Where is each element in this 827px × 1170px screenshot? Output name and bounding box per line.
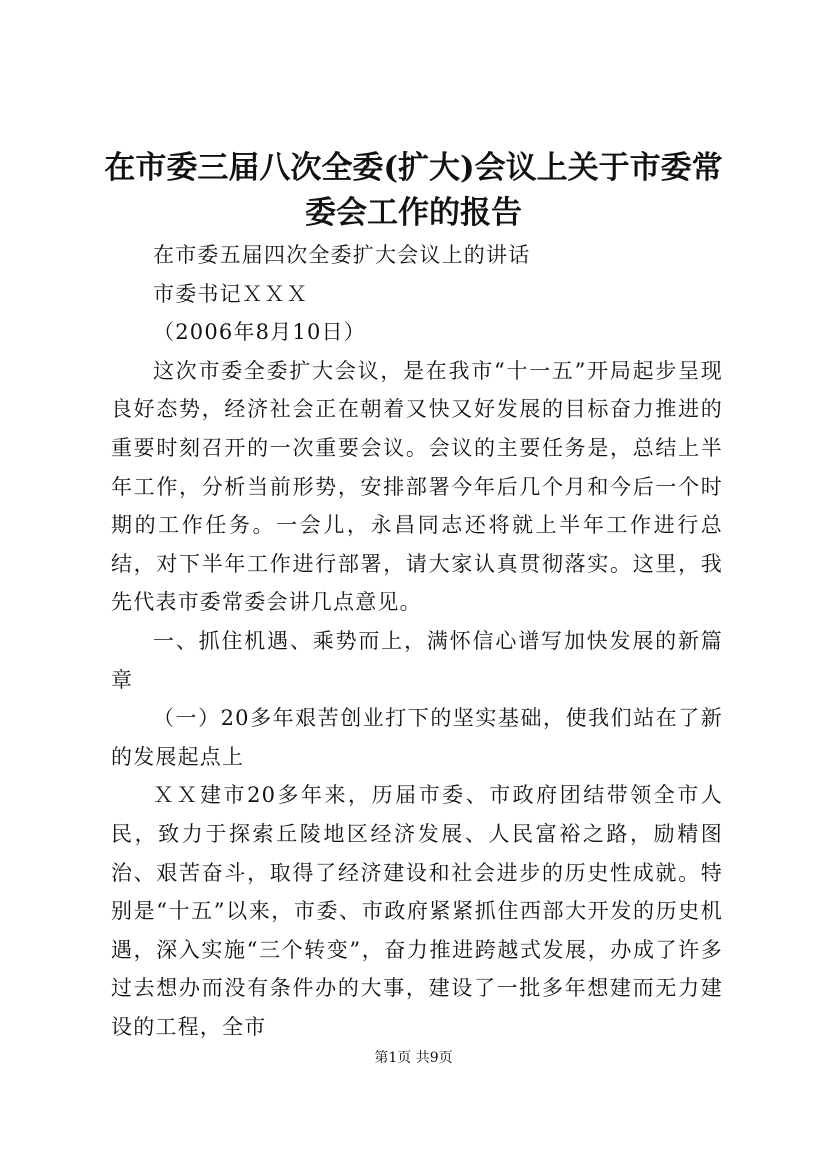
document-title xyxy=(60,146,767,236)
subsection-heading: （一）20多年艰苦创业打下的坚实基础，使我们站在了新的发展起点上 xyxy=(111,706,723,769)
section-heading: 一、抓住机遇、乘势而上，满怀信心谱写加快发展的新篇章 xyxy=(111,628,723,692)
speech-subtitle: 在市委五届四次全委扩大会议上的讲话 xyxy=(153,243,531,267)
speaker-line: 市委书记ＸＸＸ xyxy=(153,281,309,306)
title-line-1: 在市委三届八次全委(扩大)会议上关于市委常 xyxy=(104,150,723,186)
date-line: （2006年8月10日） xyxy=(153,320,366,345)
body-paragraph: ＸＸ建市20多年来，历届市委、市政府团结带领全市人民，致力于探索丘陵地区经济发展、人民富裕之路，励精图治、艰苦奋斗，取得了经济建设和社会进步的历史性成就。特别是“十五”以来，市委、市政府紧紧抓住西部大开发的历史机遇，深入实施“三个转变”，奋力推进跨越式发展，办成了许多过去想办而没有条件办的大事，建设了一批多年想建而无力建设的工程，全市 xyxy=(111,783,723,1039)
title-line-2: 委会工作的报告 xyxy=(305,195,522,231)
page-indicator: 第1页 共9页 xyxy=(374,1050,453,1066)
document-body xyxy=(111,236,723,1046)
body-paragraph: 这次市委全委扩大会议，是在我市“十一五”开局起步呈现良好态势，经济社会正在朝着又快又好发展的目标奋力推进的重要时刻召开的一次重要会议。会议的主要任务是，总结上半年工作，分析当前形势，安排部署今年后几个月和今后一个时期的工作任务。一会儿，永昌同志还将就上半年工作进行总结，对下半年工作进行部署，请大家认真贯彻落实。这里，我先代表市委常委会讲几点意见。 xyxy=(111,358,723,615)
page-footer xyxy=(0,1048,827,1068)
